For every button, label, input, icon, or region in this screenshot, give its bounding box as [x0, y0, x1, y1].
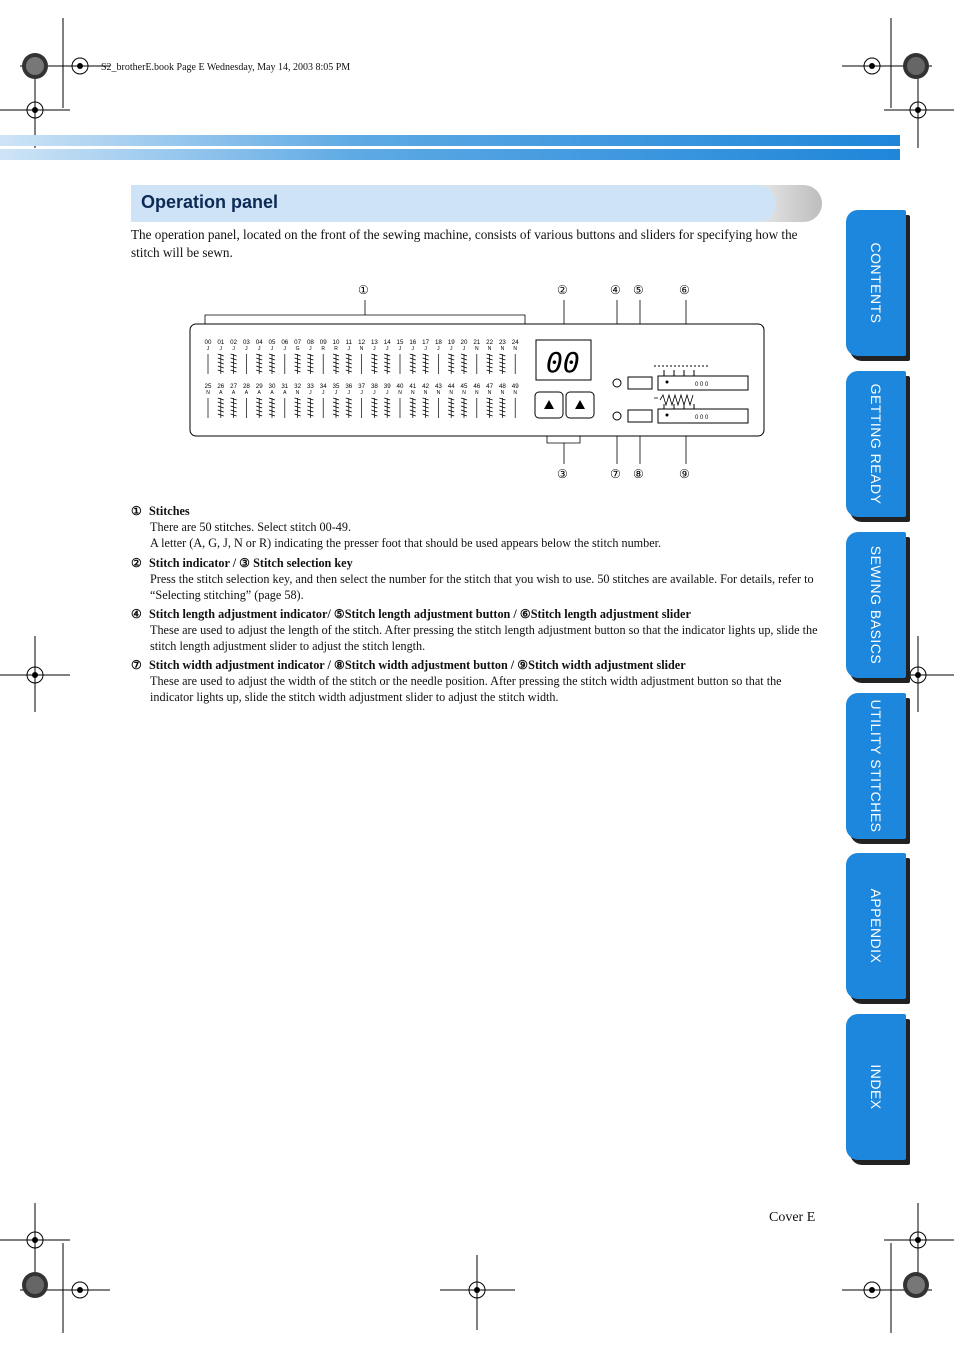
stitch-row1-number: 19 [447, 339, 455, 346]
stitch-row1-letter: J [283, 346, 287, 352]
stitch-indicator-value: 00 [546, 346, 580, 379]
stitch-row2-letter: J [347, 390, 351, 396]
stitch-row1-letter: N [474, 346, 479, 352]
stitch-row1-letter: N [513, 346, 518, 352]
stitch-row1-letter: J [462, 346, 466, 352]
stitch-row1-letter: J [398, 346, 402, 352]
stitch-row2-letter: A [219, 390, 223, 396]
stitch-row1-number: 24 [511, 339, 519, 346]
stitch-row1-number: 14 [383, 339, 391, 346]
callout-3: ③ [557, 467, 568, 481]
stitch-row1-number: 03 [242, 339, 250, 346]
intro-paragraph: The operation panel, located on the front of the sewing machine, consists of various buttons and sliders for specifying how the stitch will be sewn. [131, 227, 798, 260]
stitch-width-indicator [613, 412, 621, 420]
stitch-row2-number: 28 [242, 383, 250, 390]
stitch-row1-number: 09 [319, 339, 327, 346]
stitch-row2-number: 48 [498, 383, 506, 390]
callout-1: ① [358, 283, 369, 297]
stitch-row2-number: 35 [332, 383, 340, 390]
stitch-width-button [628, 410, 652, 422]
stitch-row1-number: 05 [268, 339, 276, 346]
stitch-row2-number: 45 [460, 383, 468, 390]
callout-5: ⑤ [633, 283, 644, 297]
stitch-row2-number: 37 [358, 383, 366, 390]
stitch-row1-number: 21 [473, 339, 481, 346]
stitch-length-button [628, 377, 652, 389]
stitch-row1-letter: J [411, 346, 415, 352]
stitch-row1-letter: J [437, 346, 440, 352]
stitch-row2-letter: J [360, 390, 363, 396]
stitch-row1-letter: J [232, 346, 235, 352]
stitch-row2-letter: A [244, 390, 249, 396]
callout-9: ⑨ [679, 467, 690, 481]
stitch-row1-letter: J [219, 346, 223, 352]
operation-panel-diagram [180, 278, 780, 488]
stitch-row2-letter: J [309, 390, 312, 396]
callout-7: ⑦ [610, 467, 621, 481]
stitch-row2-number: 25 [204, 383, 212, 390]
stitch-row2-letter: N [206, 390, 210, 396]
stitch-row2-letter: N [423, 390, 428, 396]
legend-item-1: ① Stitches There are 50 stitches. Select stitch 00-49. A letter (A, G, J, N or R) indicating the presser foot that should be used appears below the stitch number. [131, 504, 662, 550]
stitch-row1-letter: J [270, 346, 274, 352]
stitch-row1-letter: G [295, 346, 300, 352]
stitch-row2-letter: J [334, 390, 338, 396]
stitch-row1-number: 18 [434, 339, 442, 346]
tab-appendix[interactable]: APPENDIX [846, 853, 906, 999]
stitch-row1-number: 07 [294, 339, 302, 346]
tab-getting-ready[interactable]: GETTING READY [846, 371, 906, 517]
stitch-row2-number: 27 [230, 383, 238, 390]
stitch-row2-number: 40 [396, 383, 404, 390]
stitch-row1-letter: J [347, 346, 351, 352]
svg-text:0 0 0: 0 0 0 [695, 415, 709, 421]
stitch-row1-number: 06 [281, 339, 289, 346]
stitch-row1-number: 12 [358, 339, 366, 346]
stitch-row1-letter: N [500, 346, 505, 352]
stitch-row2-number: 31 [281, 383, 289, 390]
stitch-row2-letter: N [474, 390, 479, 396]
stitch-row1-number: 23 [498, 339, 506, 346]
stitch-row2-letter: N [436, 390, 441, 396]
stitch-length-indicator [613, 379, 621, 387]
tab-contents[interactable]: CONTENTS [846, 210, 906, 356]
tab-utility-stitches[interactable]: UTILITY STITCHES [846, 693, 906, 839]
stitch-row1-letter: J [245, 346, 248, 352]
stitch-row2-number: 49 [511, 383, 519, 390]
stitch-row2-letter: N [398, 390, 402, 396]
stitch-row1-number: 22 [486, 339, 494, 346]
stitch-row2-number: 38 [370, 383, 378, 390]
stitch-row2-letter: A [257, 390, 261, 396]
stitch-row2-letter: J [385, 390, 389, 396]
legend-item-2: ② Stitch indicator / ③ Stitch selection key Press the stitch selection key, and then select the number for the stitch that you wish to use. 50 stitches are available. For details, refer to “Selecting stitching” (page 58). [131, 556, 814, 602]
stitch-row2-number: 32 [294, 383, 302, 390]
stitch-row1-number: 16 [409, 339, 417, 346]
callout-6: ⑥ [679, 283, 690, 297]
section-title: Operation panel [141, 192, 279, 212]
stitch-row1-number: 13 [370, 339, 378, 346]
stitch-row2-letter: A [231, 390, 236, 396]
tab-index[interactable]: INDEX [846, 1014, 906, 1160]
legend-item-4: ⑦ Stitch width adjustment indicator / ⑧Stitch width adjustment button / ⑨Stitch width adjustment slider These are used to adjust the width of the stitch or the needle position. After pressing the stitch width adjustment button so that the indicator lights up, slide the stitch width adjustment slider to adjust the stitch width. [131, 658, 782, 704]
stitch-row2-letter: N [500, 390, 505, 396]
stitch-row1-letter: N [487, 346, 492, 352]
tab-sewing-basics[interactable]: SEWING BASICS [846, 532, 906, 678]
stitch-row1-number: 08 [306, 339, 314, 346]
page-number: Cover E [769, 1210, 816, 1225]
stitch-row2-number: 46 [473, 383, 481, 390]
stitch-row2-number: 42 [422, 383, 430, 390]
stitch-row1-number: 04 [255, 339, 263, 346]
callout-4: ④ [610, 283, 621, 297]
callout-8: ⑧ [633, 467, 644, 481]
stitch-row2-number: 36 [345, 383, 353, 390]
stitch-row1-number: 11 [345, 339, 353, 346]
stitch-row2-number: 47 [486, 383, 494, 390]
stitch-row2-letter: N [295, 390, 300, 396]
stitch-row2-letter: A [270, 390, 274, 396]
stitch-row2-letter: N [449, 390, 454, 396]
stitch-row2-number: 41 [409, 383, 417, 390]
stitch-row2-letter: N [487, 390, 492, 396]
stitch-row1-number: 15 [396, 339, 404, 346]
stitch-row1-letter: J [309, 346, 312, 352]
stitch-row2-number: 29 [255, 383, 263, 390]
callout-2: ② [557, 283, 568, 297]
stitch-row1-number: 10 [332, 339, 340, 346]
stitch-row1-letter: J [424, 346, 427, 352]
svg-text:0 0 0: 0 0 0 [695, 382, 709, 388]
legend-item-3: ④ Stitch length adjustment indicator/ ⑤Stitch length adjustment button / ⑥Stitch length adjustment slider These are used to adjust the length of the stitch. After pressing the stitch length adjustment button so that the indicator lights up, slide the stitch length adjustment slider to adjust the stitch length. [131, 607, 818, 653]
stitch-row2-number: 44 [447, 383, 455, 390]
header-band-bottom [0, 149, 900, 160]
stitch-row1-letter: J [449, 346, 453, 352]
stitch-row2-letter: J [321, 390, 325, 396]
stitch-row2-number: 43 [434, 383, 442, 390]
header-band-top [0, 135, 900, 146]
stitch-row1-letter: J [373, 346, 376, 352]
stitch-row1-letter: N [359, 346, 364, 352]
stitch-row2-number: 26 [217, 383, 225, 390]
stitch-row2-number: 39 [383, 383, 391, 390]
book-info: S2_brotherE.book Page E Wednesday, May 14, 2003 8:05 PM [101, 62, 351, 73]
stitch-row1-letter: R [334, 346, 338, 352]
stitch-row1-number: 01 [217, 339, 225, 346]
stitch-row1-letter: J [385, 346, 389, 352]
stitch-row2-number: 34 [319, 383, 327, 390]
stitch-row2-letter: N [462, 390, 466, 396]
stitch-row1-letter: R [321, 346, 326, 352]
stitch-row2-number: 30 [268, 383, 276, 390]
stitch-row2-number: 33 [306, 383, 314, 390]
stitch-row1-number: 20 [460, 339, 468, 346]
stitch-row2-letter: N [410, 390, 415, 396]
stitch-row1-number: 00 [204, 339, 212, 346]
stitch-row2-letter: N [513, 390, 518, 396]
stitch-row1-number: 02 [230, 339, 238, 346]
stitch-row1-letter: J [257, 346, 261, 352]
stitch-row2-letter: A [283, 390, 287, 396]
stitch-row2-letter: J [373, 390, 376, 396]
stitch-row1-letter: J [206, 346, 210, 352]
stitch-row1-number: 17 [422, 339, 430, 346]
